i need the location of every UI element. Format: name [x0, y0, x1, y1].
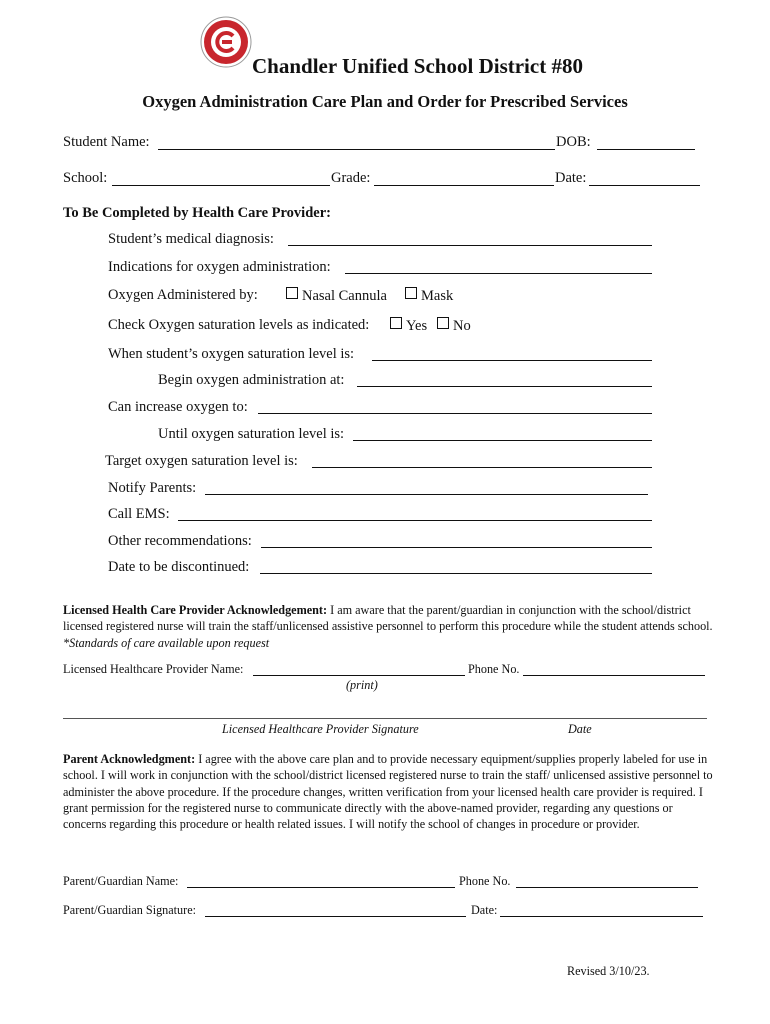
yes-option[interactable]	[390, 317, 427, 335]
guardian-date-field[interactable]	[500, 916, 703, 917]
guardian-signature-field[interactable]	[205, 916, 466, 917]
mask-checkbox[interactable]	[405, 287, 417, 299]
other-recommendations-label: Other recommendations:	[108, 533, 252, 549]
when-level-field[interactable]	[372, 360, 652, 361]
dob-label: DOB:	[556, 134, 591, 150]
call-ems-field[interactable]	[178, 520, 652, 521]
provider-phone-label: Phone No.	[468, 662, 520, 676]
provider-ack-heading: Licensed Health Care Provider Acknowledgement:	[63, 603, 328, 617]
call-ems-label: Call EMS:	[108, 506, 170, 522]
notify-parents-field[interactable]	[205, 494, 648, 495]
mask-option[interactable]	[405, 287, 453, 305]
discontinued-label: Date to be discontinued:	[108, 559, 250, 575]
parent-ack-heading: Parent Acknowledgment:	[63, 752, 196, 766]
date-label: Date:	[555, 170, 587, 186]
diagnosis-label: Student’s medical diagnosis:	[108, 231, 274, 247]
nasal-cannula-label: Nasal Cannula	[302, 288, 387, 304]
indications-field[interactable]	[345, 273, 652, 274]
provider-signature-line[interactable]	[63, 718, 707, 719]
check-saturation-label: Check Oxygen saturation levels as indicated:	[108, 317, 370, 333]
discontinued-field[interactable]	[260, 573, 652, 574]
increase-label: Can increase oxygen to:	[108, 399, 248, 415]
provider-ack-note: *Standards of care available upon request	[63, 635, 270, 650]
nasal-cannula-checkbox[interactable]	[286, 287, 298, 299]
school-field[interactable]	[112, 185, 330, 186]
administered-by-label: Oxygen Administered by:	[108, 287, 258, 303]
no-checkbox[interactable]	[437, 317, 449, 329]
date-field[interactable]	[589, 185, 700, 186]
student-name-label: Student Name:	[63, 134, 150, 150]
nasal-cannula-option[interactable]	[286, 287, 387, 305]
yes-label: Yes	[406, 318, 428, 334]
provider-signature-date-label: Date	[568, 722, 592, 736]
mask-label: Mask	[421, 288, 454, 304]
parent-ack-text: I agree with the above care plan and to provide necessary equipment/supplies properly labeled for use in school. I will work in conjunction with the school/district licensed registered nurse to train the staff/ unlicensed assistive personnel to administer the above procedure. If the procedure changes, written verification from your licensed health care provider is required. I grant permission for the registered nurse to communicate directly with the above-named provider, regarding any questions or concerns regarding this procedure or health related issues. I will notify the school of changes in procedure or provider.	[63, 752, 713, 832]
when-level-label: When student’s oxygen saturation level is:	[108, 346, 355, 362]
guardian-date-label: Date:	[471, 903, 498, 917]
provider-section-heading: To Be Completed by Health Care Provider:	[63, 205, 331, 221]
no-option[interactable]	[437, 317, 471, 335]
begin-field[interactable]	[357, 386, 652, 387]
revised-date: Revised 3/10/23.	[567, 964, 650, 978]
dob-field[interactable]	[597, 149, 695, 150]
provider-phone-field[interactable]	[523, 675, 705, 676]
grade-label: Grade:	[331, 170, 371, 186]
provider-signature-label: Licensed Healthcare Provider Signature	[222, 722, 419, 736]
no-label: No	[453, 318, 471, 334]
target-field[interactable]	[312, 467, 652, 468]
diagnosis-field[interactable]	[288, 245, 652, 246]
notify-parents-label: Notify Parents:	[108, 480, 197, 496]
form-subtitle: Oxygen Administration Care Plan and Order for Prescribed Services	[142, 92, 628, 111]
guardian-name-field[interactable]	[187, 887, 455, 888]
guardian-name-label: Parent/Guardian Name:	[63, 874, 179, 888]
guardian-phone-label: Phone No.	[459, 874, 511, 888]
guardian-phone-field[interactable]	[516, 887, 698, 888]
provider-acknowledgement	[63, 602, 713, 651]
page-title: Chandler Unified School District #80	[252, 54, 583, 78]
indications-label: Indications for oxygen administration:	[108, 259, 331, 275]
provider-name-field[interactable]	[253, 675, 465, 676]
student-name-field[interactable]	[158, 149, 555, 150]
until-label: Until oxygen saturation level is:	[158, 426, 345, 442]
target-label: Target oxygen saturation level is:	[105, 453, 298, 469]
parent-acknowledgement	[63, 751, 713, 832]
school-label: School:	[63, 170, 108, 186]
provider-ack-text: I am aware that the parent/guardian in conjunction with the school/district licensed registered nurse will train the staff/unlicensed assistive personnel to perform this procedure while the student attends school.	[63, 603, 713, 634]
district-logo	[200, 16, 252, 73]
guardian-signature-label: Parent/Guardian Signature:	[63, 903, 197, 917]
yes-checkbox[interactable]	[390, 317, 402, 329]
until-field[interactable]	[353, 440, 652, 441]
other-recommendations-field[interactable]	[261, 547, 652, 548]
increase-field[interactable]	[258, 413, 652, 414]
grade-field[interactable]	[374, 185, 554, 186]
provider-name-label: Licensed Healthcare Provider Name:	[63, 662, 244, 676]
print-label: (print)	[346, 678, 378, 692]
begin-label: Begin oxygen administration at:	[158, 372, 345, 388]
